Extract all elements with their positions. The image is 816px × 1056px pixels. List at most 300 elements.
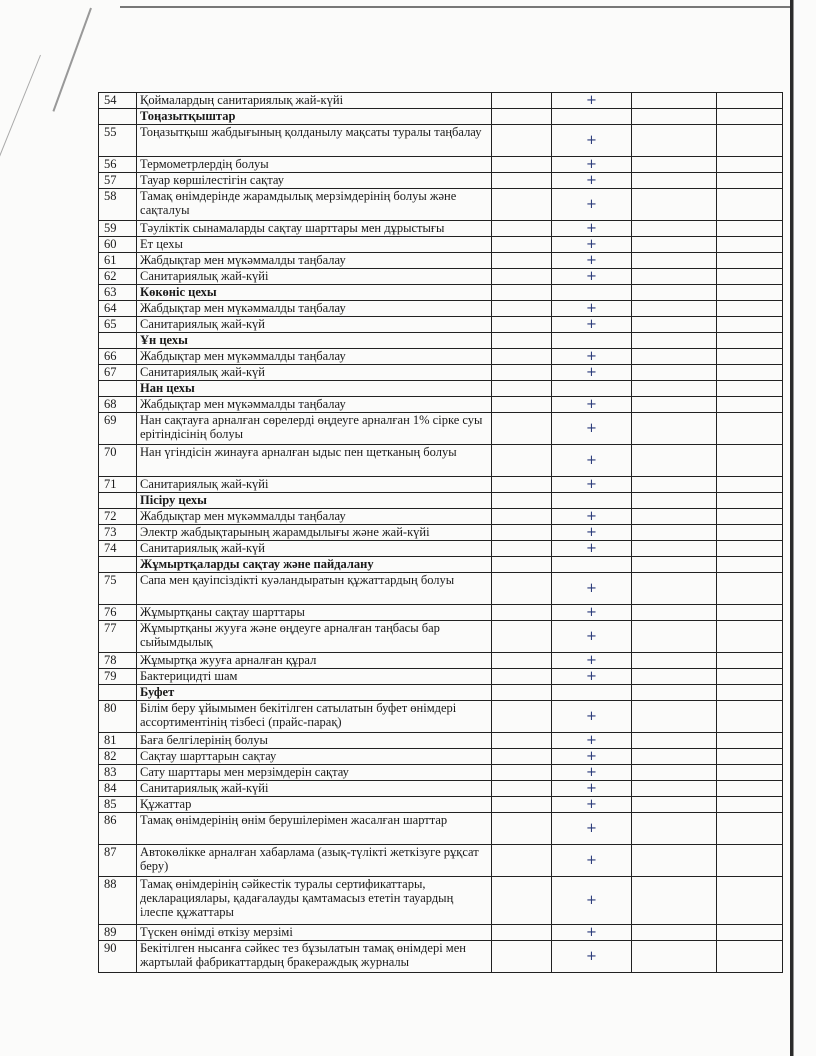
empty-cell xyxy=(632,877,717,925)
empty-cell xyxy=(717,749,783,765)
row-number: 56 xyxy=(99,157,137,173)
scan-pencil-mark xyxy=(52,8,92,112)
table-row xyxy=(99,189,783,221)
row-number: 67 xyxy=(99,365,137,381)
row-text: Санитариялық жай-күй xyxy=(137,317,492,333)
row-text: Жабдықтар мен мүкәммалды таңбалау xyxy=(137,349,492,365)
check-mark: + xyxy=(552,525,632,541)
row-number: 60 xyxy=(99,237,137,253)
row-text: Санитариялық жай-күйі xyxy=(137,269,492,285)
section-row xyxy=(99,493,783,509)
empty-cell xyxy=(492,701,552,733)
empty-cell xyxy=(717,493,783,509)
row-number: 74 xyxy=(99,541,137,557)
section-row xyxy=(99,333,783,349)
row-number: 82 xyxy=(99,749,137,765)
empty-cell xyxy=(632,605,717,621)
empty-cell xyxy=(492,877,552,925)
row-number: 64 xyxy=(99,301,137,317)
check-mark: + xyxy=(552,765,632,781)
row-number xyxy=(99,557,137,573)
section-row xyxy=(99,381,783,397)
empty-cell xyxy=(632,781,717,797)
check-mark: + xyxy=(552,813,632,845)
row-text: Бактерицидті шам xyxy=(137,669,492,685)
empty-cell xyxy=(632,653,717,669)
empty-cell xyxy=(717,701,783,733)
table-row xyxy=(99,253,783,269)
check-mark xyxy=(552,109,632,125)
check-mark: + xyxy=(552,237,632,253)
row-number xyxy=(99,333,137,349)
table-row xyxy=(99,397,783,413)
check-mark xyxy=(552,333,632,349)
check-mark: + xyxy=(552,221,632,237)
table-row xyxy=(99,877,783,925)
empty-cell xyxy=(632,669,717,685)
row-number: 72 xyxy=(99,509,137,525)
table-row xyxy=(99,653,783,669)
empty-cell xyxy=(717,573,783,605)
row-text: Бекітілген нысанға сәйкес тез бұзылатын тамақ өнімдері мен жартылай фабрикаттардың бракераждық журналы xyxy=(137,941,492,973)
row-text: Жабдықтар мен мүкәммалды таңбалау xyxy=(137,397,492,413)
empty-cell xyxy=(632,733,717,749)
empty-cell xyxy=(717,189,783,221)
empty-cell xyxy=(632,685,717,701)
empty-cell xyxy=(717,765,783,781)
empty-cell xyxy=(632,797,717,813)
check-mark: + xyxy=(552,189,632,221)
check-mark: + xyxy=(552,653,632,669)
empty-cell xyxy=(717,445,783,477)
empty-cell xyxy=(492,525,552,541)
empty-cell xyxy=(632,493,717,509)
empty-cell xyxy=(717,781,783,797)
check-mark: + xyxy=(552,925,632,941)
empty-cell xyxy=(717,413,783,445)
empty-cell xyxy=(492,125,552,157)
empty-cell xyxy=(492,285,552,301)
empty-cell xyxy=(492,157,552,173)
table-row xyxy=(99,365,783,381)
empty-cell xyxy=(492,349,552,365)
check-mark: + xyxy=(552,253,632,269)
empty-cell xyxy=(492,189,552,221)
row-number: 88 xyxy=(99,877,137,925)
row-text: Баға белгілерінің болуы xyxy=(137,733,492,749)
check-mark: + xyxy=(552,125,632,157)
table-row xyxy=(99,701,783,733)
row-text: Білім беру ұйымымен бекітілген сатылатын буфет өнімдері ассортиментінің тізбесі (прайс-парақ) xyxy=(137,701,492,733)
check-mark: + xyxy=(552,877,632,925)
empty-cell xyxy=(632,765,717,781)
empty-cell xyxy=(717,285,783,301)
empty-cell xyxy=(632,285,717,301)
row-number: 90 xyxy=(99,941,137,973)
row-text: Санитариялық жай-күйі xyxy=(137,781,492,797)
row-text: Тауар көршілестігін сақтау xyxy=(137,173,492,189)
row-text: Нан сақтауға арналған сөрелерді өңдеуге арналған 1% сірке суы ерітіндісінің болуы xyxy=(137,413,492,445)
empty-cell xyxy=(717,541,783,557)
empty-cell xyxy=(492,333,552,349)
scan-edge-right xyxy=(790,0,816,1056)
table-row xyxy=(99,765,783,781)
check-mark: + xyxy=(552,621,632,653)
check-mark: + xyxy=(552,573,632,605)
row-number: 66 xyxy=(99,349,137,365)
row-number: 87 xyxy=(99,845,137,877)
empty-cell xyxy=(492,669,552,685)
row-number: 59 xyxy=(99,221,137,237)
check-mark: + xyxy=(552,349,632,365)
table-row xyxy=(99,797,783,813)
row-text: Қоймалардың санитариялық жай-күйі xyxy=(137,93,492,109)
empty-cell xyxy=(492,413,552,445)
row-text: Санитариялық жай-күй xyxy=(137,365,492,381)
check-mark: + xyxy=(552,157,632,173)
empty-cell xyxy=(717,333,783,349)
row-text: Тамақ өнімдерінің өнім берушілерімен жасалған шарттар xyxy=(137,813,492,845)
row-text: Сату шарттары мен мерзімдерін сақтау xyxy=(137,765,492,781)
row-number: 62 xyxy=(99,269,137,285)
table-row xyxy=(99,125,783,157)
empty-cell xyxy=(492,93,552,109)
table-row xyxy=(99,525,783,541)
empty-cell xyxy=(717,349,783,365)
empty-cell xyxy=(632,397,717,413)
empty-cell xyxy=(717,733,783,749)
empty-cell xyxy=(492,493,552,509)
scan-edge-top xyxy=(120,6,790,8)
empty-cell xyxy=(717,605,783,621)
empty-cell xyxy=(492,221,552,237)
empty-cell xyxy=(632,413,717,445)
table-row xyxy=(99,477,783,493)
row-number: 69 xyxy=(99,413,137,445)
table-row xyxy=(99,541,783,557)
check-mark: + xyxy=(552,317,632,333)
empty-cell xyxy=(717,237,783,253)
table-row xyxy=(99,509,783,525)
table-row xyxy=(99,749,783,765)
check-mark xyxy=(552,557,632,573)
check-mark: + xyxy=(552,509,632,525)
empty-cell xyxy=(492,397,552,413)
empty-cell xyxy=(717,845,783,877)
empty-cell xyxy=(717,877,783,925)
empty-cell xyxy=(717,301,783,317)
row-number xyxy=(99,493,137,509)
empty-cell xyxy=(717,477,783,493)
empty-cell xyxy=(492,749,552,765)
table-row xyxy=(99,813,783,845)
empty-cell xyxy=(632,333,717,349)
empty-cell xyxy=(492,509,552,525)
check-mark xyxy=(552,493,632,509)
empty-cell xyxy=(717,93,783,109)
empty-cell xyxy=(492,573,552,605)
check-mark: + xyxy=(552,445,632,477)
empty-cell xyxy=(632,941,717,973)
empty-cell xyxy=(492,381,552,397)
table-row xyxy=(99,621,783,653)
row-number xyxy=(99,685,137,701)
row-number: 58 xyxy=(99,189,137,221)
table-row xyxy=(99,573,783,605)
row-number: 81 xyxy=(99,733,137,749)
row-text: Жабдықтар мен мүкәммалды таңбалау xyxy=(137,301,492,317)
row-text: Жабдықтар мен мүкәммалды таңбалау xyxy=(137,509,492,525)
table-row xyxy=(99,173,783,189)
empty-cell xyxy=(632,749,717,765)
row-number: 79 xyxy=(99,669,137,685)
checklist-rows xyxy=(99,93,783,973)
check-mark: + xyxy=(552,733,632,749)
check-mark: + xyxy=(552,749,632,765)
row-number: 86 xyxy=(99,813,137,845)
empty-cell xyxy=(632,173,717,189)
section-title: Нан цехы xyxy=(137,381,492,397)
check-mark: + xyxy=(552,269,632,285)
empty-cell xyxy=(492,301,552,317)
check-mark: + xyxy=(552,301,632,317)
empty-cell xyxy=(717,797,783,813)
row-text: Санитариялық жай-күй xyxy=(137,541,492,557)
row-number: 89 xyxy=(99,925,137,941)
empty-cell xyxy=(632,237,717,253)
empty-cell xyxy=(632,253,717,269)
empty-cell xyxy=(492,445,552,477)
section-title: Көкөніс цехы xyxy=(137,285,492,301)
empty-cell xyxy=(717,685,783,701)
row-number: 76 xyxy=(99,605,137,621)
row-text: Тамақ өнімдерінің сәйкестік туралы сертификаттары, декларациялары, қадағалауды қамтамасыз ететін тауардың ілеспе құжаттары xyxy=(137,877,492,925)
empty-cell xyxy=(632,557,717,573)
empty-cell xyxy=(717,813,783,845)
empty-cell xyxy=(632,221,717,237)
empty-cell xyxy=(632,125,717,157)
row-text: Тәуліктік сынамаларды сақтау шарттары мен дұрыстығы xyxy=(137,221,492,237)
row-text: Автокөлікке арналған хабарлама (азық-түлікті жеткізуге рұқсат беру) xyxy=(137,845,492,877)
row-number: 65 xyxy=(99,317,137,333)
row-number: 75 xyxy=(99,573,137,605)
row-text: Термометрлердің болуы xyxy=(137,157,492,173)
empty-cell xyxy=(492,253,552,269)
empty-cell xyxy=(717,253,783,269)
table-row xyxy=(99,157,783,173)
check-mark: + xyxy=(552,941,632,973)
empty-cell xyxy=(717,653,783,669)
empty-cell xyxy=(632,93,717,109)
empty-cell xyxy=(632,445,717,477)
empty-cell xyxy=(717,173,783,189)
empty-cell xyxy=(717,381,783,397)
check-mark: + xyxy=(552,781,632,797)
empty-cell xyxy=(717,525,783,541)
check-mark xyxy=(552,685,632,701)
row-number: 63 xyxy=(99,285,137,301)
section-title: Жұмыртқаларды сақтау және пайдалану xyxy=(137,557,492,573)
check-mark: + xyxy=(552,669,632,685)
empty-cell xyxy=(717,621,783,653)
section-title: Ұн цехы xyxy=(137,333,492,349)
row-text: Сапа мен қауіпсіздікті куәландыратын құжаттардың болуы xyxy=(137,573,492,605)
empty-cell xyxy=(492,941,552,973)
empty-cell xyxy=(632,269,717,285)
empty-cell xyxy=(632,317,717,333)
row-number: 55 xyxy=(99,125,137,157)
empty-cell xyxy=(492,781,552,797)
section-row xyxy=(99,285,783,301)
row-text: Түскен өнімді өткізу мерзімі xyxy=(137,925,492,941)
row-text: Жабдықтар мен мүкәммалды таңбалау xyxy=(137,253,492,269)
row-number: 61 xyxy=(99,253,137,269)
checklist-table xyxy=(98,92,783,973)
empty-cell xyxy=(492,173,552,189)
table-row xyxy=(99,925,783,941)
row-number: 78 xyxy=(99,653,137,669)
empty-cell xyxy=(492,605,552,621)
empty-cell xyxy=(717,317,783,333)
row-text: Жұмыртқа жууға арналған құрал xyxy=(137,653,492,669)
empty-cell xyxy=(632,541,717,557)
section-title: Тоңазытқыштар xyxy=(137,109,492,125)
empty-cell xyxy=(632,365,717,381)
empty-cell xyxy=(632,525,717,541)
row-number: 70 xyxy=(99,445,137,477)
empty-cell xyxy=(492,237,552,253)
check-mark xyxy=(552,381,632,397)
empty-cell xyxy=(632,157,717,173)
empty-cell xyxy=(492,733,552,749)
section-title: Буфет xyxy=(137,685,492,701)
empty-cell xyxy=(492,797,552,813)
row-text: Электр жабдықтарының жарамдылығы және жай-күйі xyxy=(137,525,492,541)
table-row xyxy=(99,269,783,285)
check-mark: + xyxy=(552,173,632,189)
empty-cell xyxy=(492,541,552,557)
row-text: Құжаттар xyxy=(137,797,492,813)
row-number: 71 xyxy=(99,477,137,493)
row-text: Тоңазытқыш жабдығының қолданылу мақсаты туралы таңбалау xyxy=(137,125,492,157)
empty-cell xyxy=(632,573,717,605)
empty-cell xyxy=(632,845,717,877)
row-number: 84 xyxy=(99,781,137,797)
empty-cell xyxy=(717,557,783,573)
empty-cell xyxy=(632,189,717,221)
row-text: Тамақ өнімдерінде жарамдылық мерзімдерінің болуы және сақталуы xyxy=(137,189,492,221)
check-mark: + xyxy=(552,605,632,621)
scan-pencil-mark xyxy=(0,55,41,157)
empty-cell xyxy=(492,109,552,125)
check-mark: + xyxy=(552,413,632,445)
empty-cell xyxy=(492,653,552,669)
table-row xyxy=(99,669,783,685)
empty-cell xyxy=(632,925,717,941)
row-text: Жұмыртқаны сақтау шарттары xyxy=(137,605,492,621)
empty-cell xyxy=(492,621,552,653)
empty-cell xyxy=(717,669,783,685)
table-row xyxy=(99,237,783,253)
table-row xyxy=(99,93,783,109)
row-text: Сақтау шарттарын сақтау xyxy=(137,749,492,765)
row-number: 68 xyxy=(99,397,137,413)
check-mark: + xyxy=(552,701,632,733)
empty-cell xyxy=(717,269,783,285)
checklist-sheet xyxy=(98,92,782,973)
table-row xyxy=(99,317,783,333)
empty-cell xyxy=(632,301,717,317)
empty-cell xyxy=(717,397,783,413)
section-title: Пісіру цехы xyxy=(137,493,492,509)
empty-cell xyxy=(717,365,783,381)
empty-cell xyxy=(632,349,717,365)
row-number: 80 xyxy=(99,701,137,733)
section-row xyxy=(99,557,783,573)
empty-cell xyxy=(717,125,783,157)
empty-cell xyxy=(492,685,552,701)
table-row xyxy=(99,845,783,877)
row-number xyxy=(99,109,137,125)
check-mark: + xyxy=(552,845,632,877)
check-mark: + xyxy=(552,397,632,413)
table-row xyxy=(99,413,783,445)
check-mark: + xyxy=(552,93,632,109)
row-number: 83 xyxy=(99,765,137,781)
empty-cell xyxy=(492,365,552,381)
table-row xyxy=(99,733,783,749)
empty-cell xyxy=(717,157,783,173)
row-number xyxy=(99,381,137,397)
row-number: 85 xyxy=(99,797,137,813)
empty-cell xyxy=(492,477,552,493)
section-row xyxy=(99,109,783,125)
row-number: 77 xyxy=(99,621,137,653)
empty-cell xyxy=(632,477,717,493)
table-row xyxy=(99,605,783,621)
empty-cell xyxy=(632,381,717,397)
empty-cell xyxy=(632,813,717,845)
empty-cell xyxy=(632,509,717,525)
row-text: Жұмыртқаны жууға және өңдеуге арналған таңбасы бар сыйымдылық xyxy=(137,621,492,653)
empty-cell xyxy=(492,845,552,877)
section-row xyxy=(99,685,783,701)
empty-cell xyxy=(717,925,783,941)
row-number: 73 xyxy=(99,525,137,541)
empty-cell xyxy=(632,621,717,653)
empty-cell xyxy=(492,765,552,781)
table-row xyxy=(99,349,783,365)
empty-cell xyxy=(492,269,552,285)
row-text: Нан үгіндісін жинауға арналған ыдыс пен щетканың болуы xyxy=(137,445,492,477)
table-row xyxy=(99,781,783,797)
row-number: 57 xyxy=(99,173,137,189)
row-text: Санитариялық жай-күйі xyxy=(137,477,492,493)
empty-cell xyxy=(717,509,783,525)
row-text: Ет цехы xyxy=(137,237,492,253)
empty-cell xyxy=(492,317,552,333)
row-number: 54 xyxy=(99,93,137,109)
check-mark: + xyxy=(552,477,632,493)
empty-cell xyxy=(717,109,783,125)
table-row xyxy=(99,301,783,317)
empty-cell xyxy=(492,813,552,845)
check-mark: + xyxy=(552,541,632,557)
table-row xyxy=(99,941,783,973)
empty-cell xyxy=(717,941,783,973)
check-mark xyxy=(552,285,632,301)
empty-cell xyxy=(717,221,783,237)
